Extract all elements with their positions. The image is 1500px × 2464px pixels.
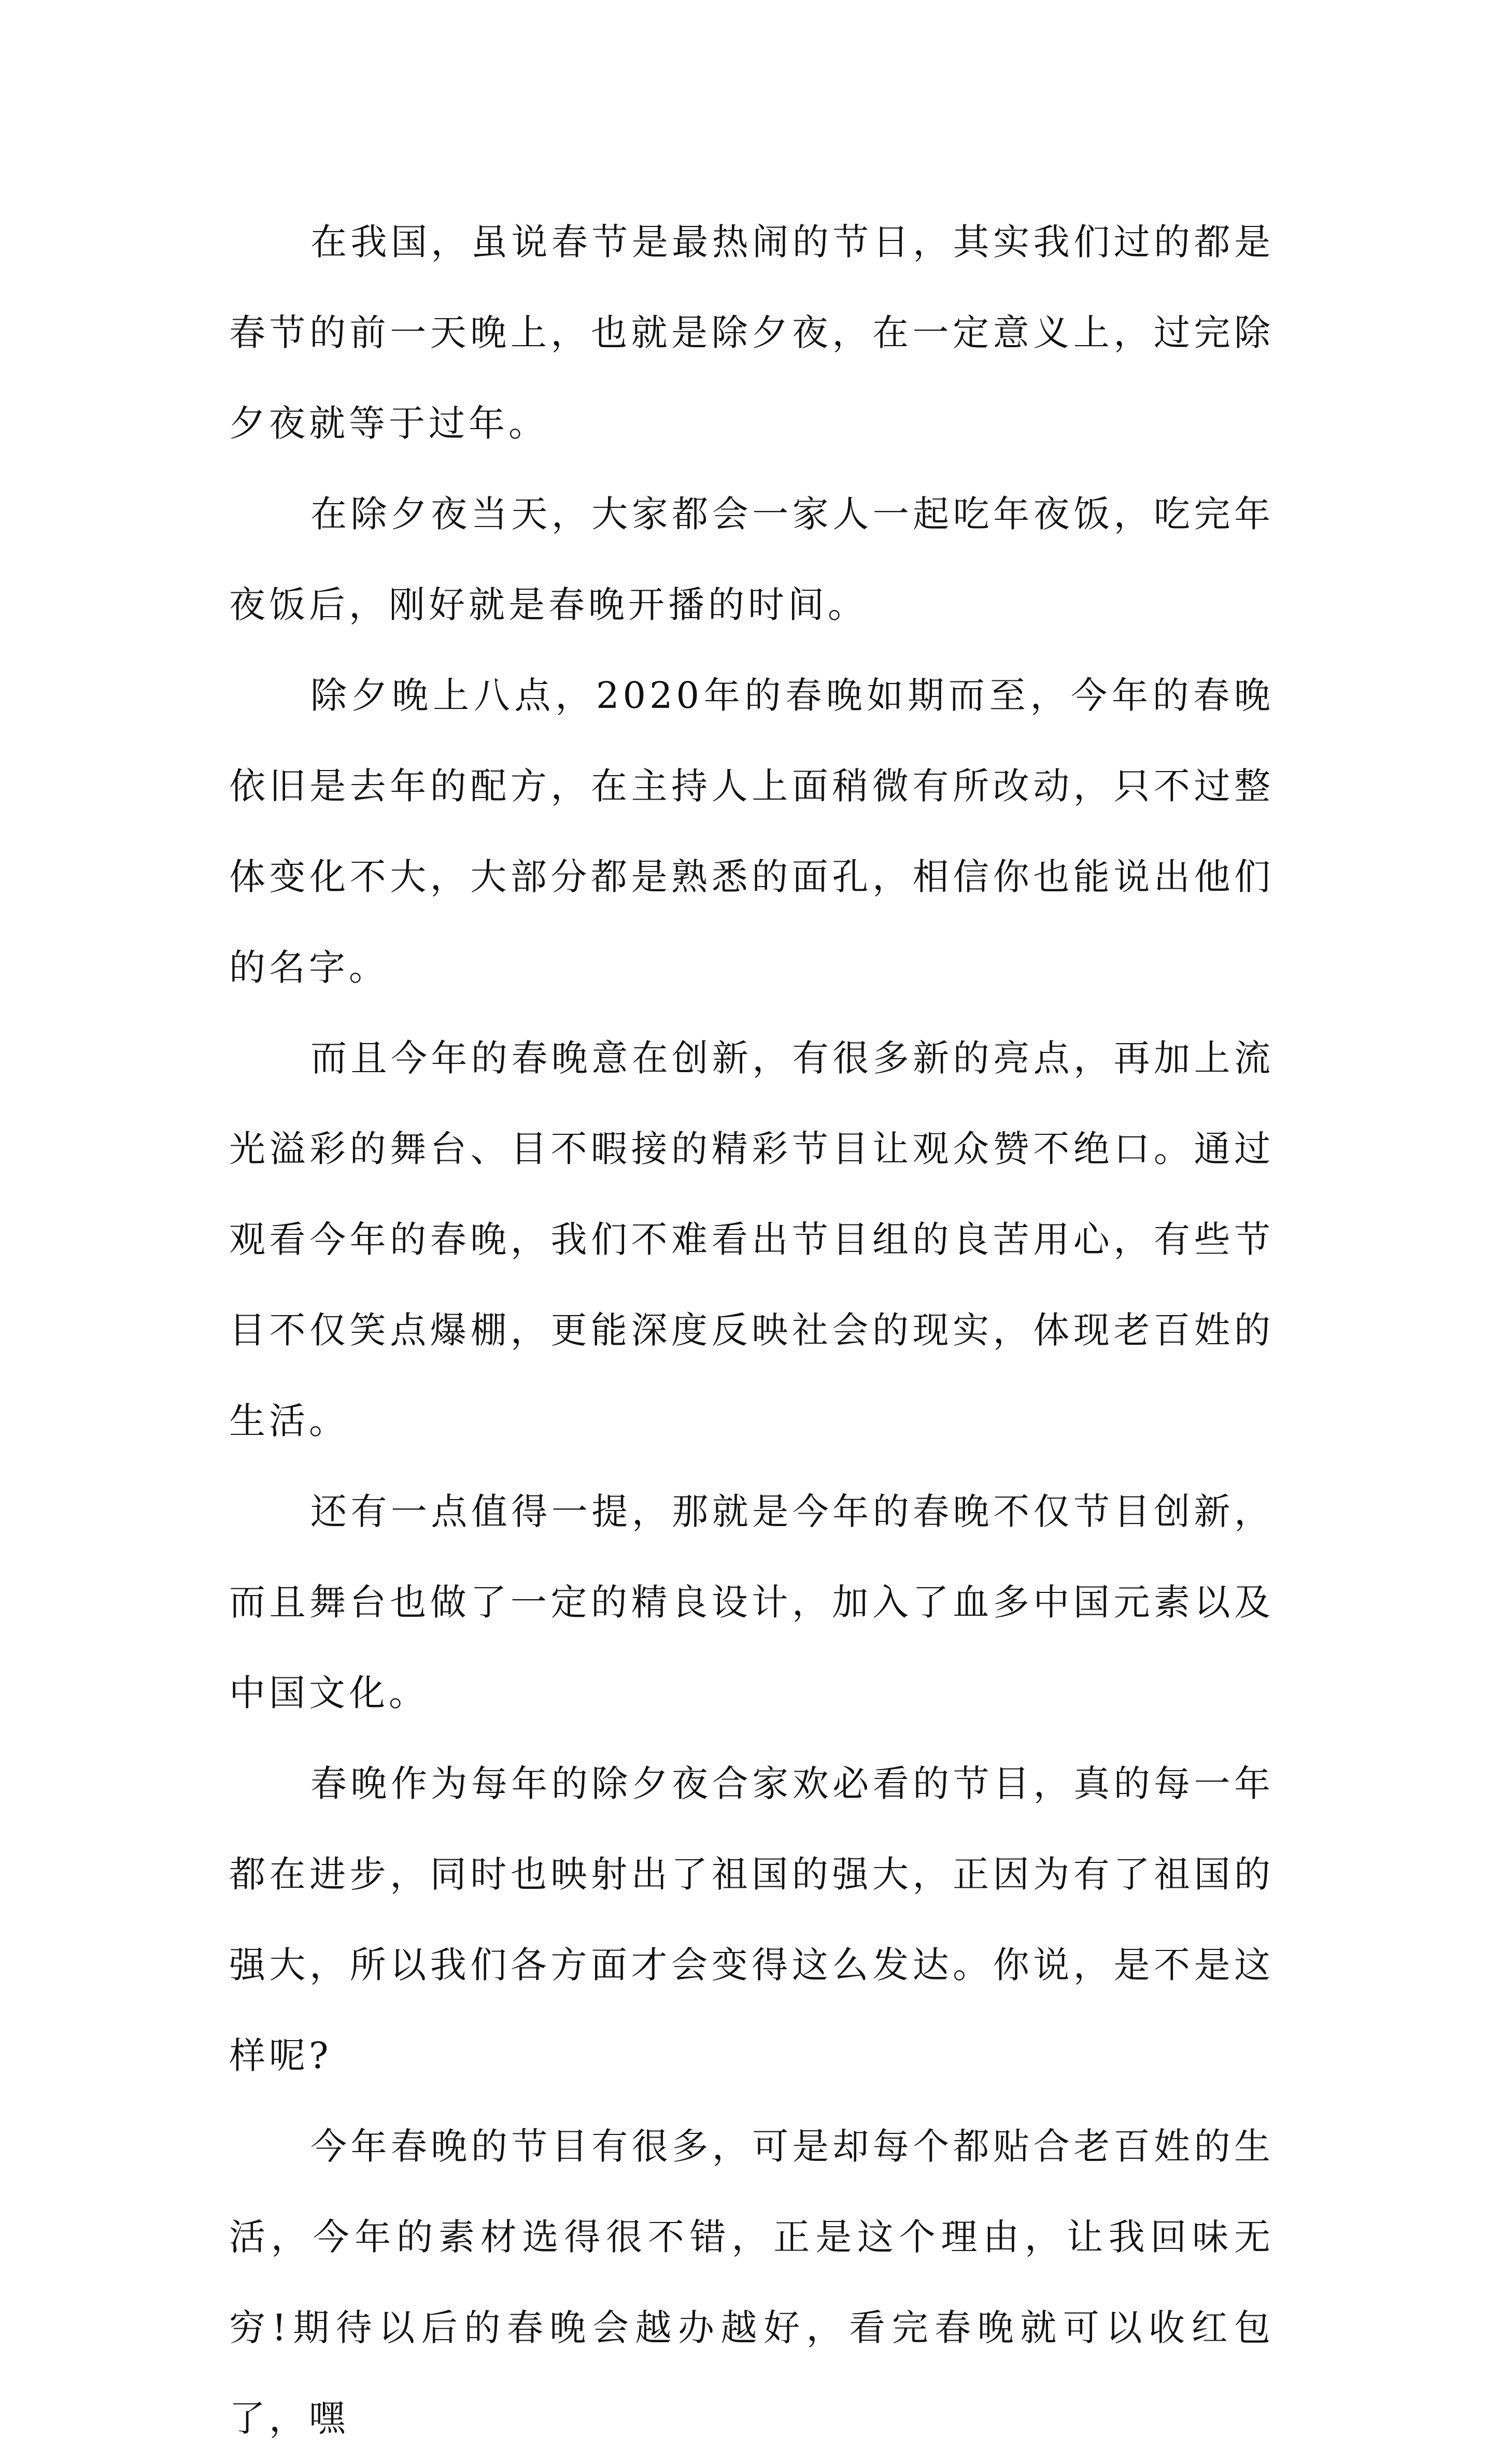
paragraph-2: 在除夕夜当天，大家都会一家人一起吃年夜饭，吃完年夜饭后，刚好就是春晚开播的时间。 xyxy=(229,493,1274,626)
paragraph-4: 而且今年的春晚意在创新，有很多新的亮点，再加上流光溢彩的舞台、目不暇接的精彩节目让观众赞不绝口。通过观看今年的春晚，我们不难看出节目组的良苦用心，有些节目不仅笑点爆棚，更能深度反映社会的现实，体现老百姓的生活。 xyxy=(229,1037,1274,1442)
paragraph-7: 今年春晚的节目有很多，可是却每个都贴合老百姓的生活，今年的素材选得很不错，正是这个理由，让我回味无穷!期待以后的春晚会越办越好，看完春晚就可以收红包了，嘿 xyxy=(229,2125,1274,2440)
paragraph-3: 除夕晚上八点，2020年的春晚如期而至，今年的春晚依旧是去年的配方，在主持人上面稍微有所改动，只不过整体变化不大，大部分都是熟悉的面孔，相信你也能说出他们的名字。 xyxy=(229,674,1274,989)
paragraph-6: 春晚作为每年的除夕夜合家欢必看的节目，真的每一年都在进步，同时也映射出了祖国的强大，正因为有了祖国的强大，所以我们各方面才会变得这么发达。你说，是不是这样呢? xyxy=(229,1762,1274,2077)
paragraph-1: 在我国，虽说春节是最热闹的节日，其实我们过的都是春节的前一天晚上，也就是除夕夜，在一定意义上，过完除夕夜就等于过年。 xyxy=(229,221,1274,445)
article-body xyxy=(229,197,1274,2464)
paragraph-5: 还有一点值得一提，那就是今年的春晚不仅节目创新，而且舞台也做了一定的精良设计，加入了血多中国元素以及中国文化。 xyxy=(229,1490,1274,1714)
